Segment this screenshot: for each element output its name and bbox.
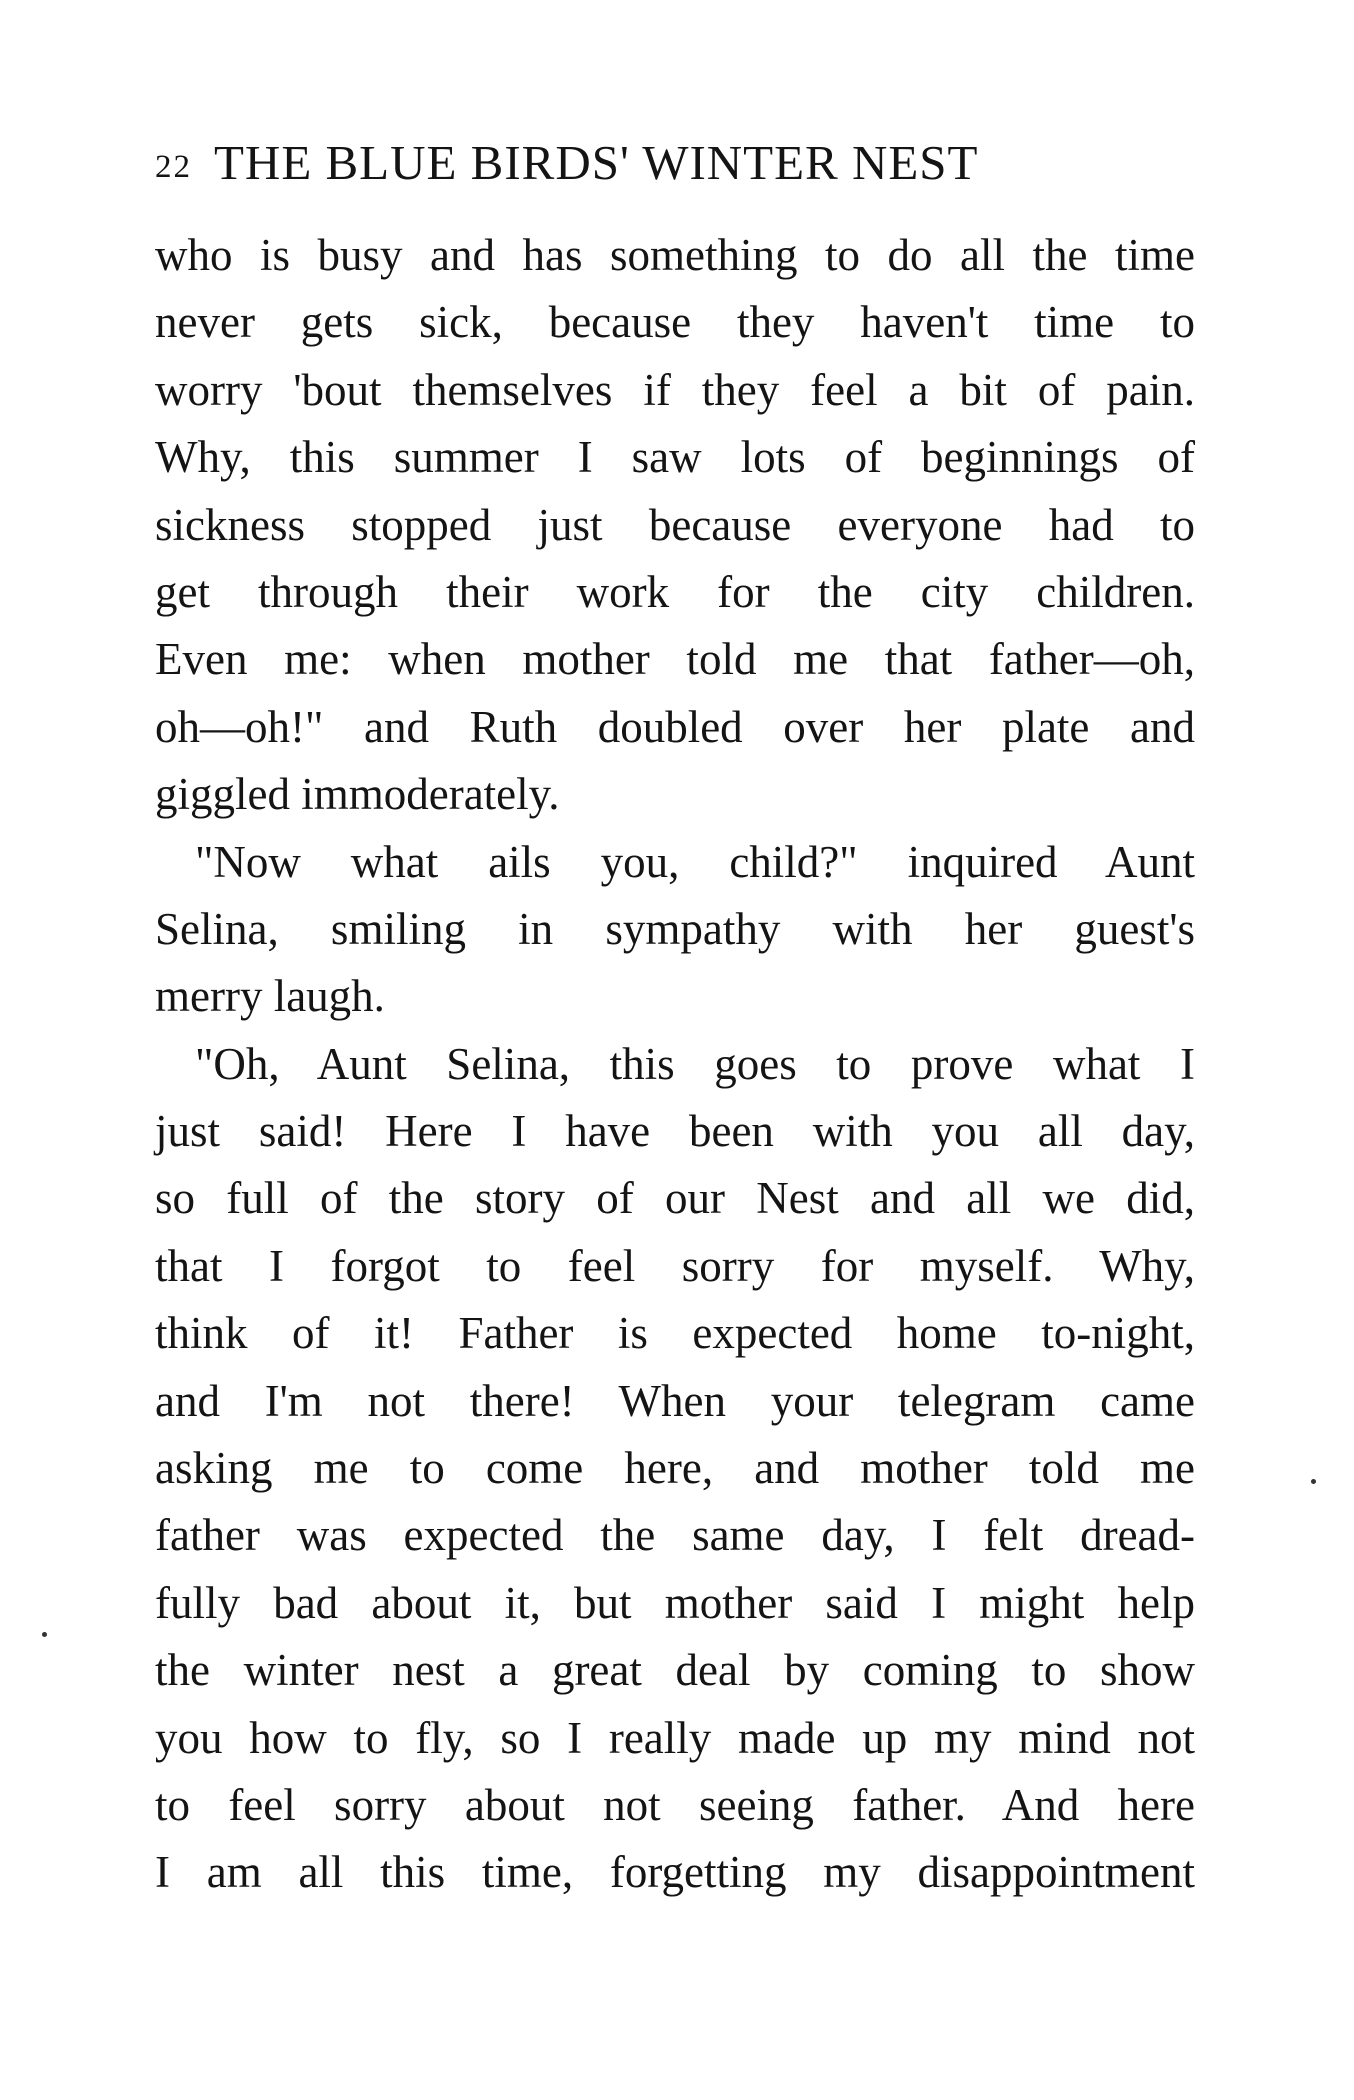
text-line: to feel sorry about not seeing father. And here (155, 1779, 1195, 1830)
text-line: that I forgot to feel sorry for myself. Why, (155, 1240, 1195, 1291)
text-line: never gets sick, because they haven't time to (155, 297, 1195, 348)
text-line: worry 'bout themselves if they feel a bit of pain. (155, 364, 1195, 415)
text-line: Even me: when mother told me that father—oh, (155, 634, 1195, 685)
text-line: Why, this summer I saw lots of beginnings of (155, 432, 1195, 483)
paper-speck (1311, 1479, 1316, 1484)
text-line: "Now what ails you, child?" inquired Aunt (195, 836, 1195, 887)
text-line: and I'm not there! When your telegram came (155, 1375, 1195, 1426)
running-head (155, 128, 1115, 198)
text-line: asking me to come here, and mother told me (155, 1443, 1195, 1494)
paper-speck (42, 1632, 47, 1637)
text-line: "Oh, Aunt Selina, this goes to prove what I (195, 1038, 1195, 1089)
text-line: think of it! Father is expected home to-night, (155, 1308, 1195, 1359)
text-line: the winter nest a great deal by coming to show (155, 1645, 1195, 1696)
body-text (155, 222, 1195, 1907)
text-line: get through their work for the city children. (155, 566, 1195, 617)
page-number: 22 (155, 149, 192, 185)
text-line: who is busy and has something to do all the time (155, 230, 1195, 280)
text-line: sickness stopped just because everyone had to (155, 499, 1195, 550)
text-line: giggled immoderately. (155, 769, 560, 820)
text-line: you how to fly, so I really made up my mind not (155, 1712, 1195, 1763)
text-line: father was expected the same day, I felt dread- (155, 1510, 1195, 1561)
text-line: I am all this time, forgetting my disappointment (155, 1847, 1195, 1898)
text-line: fully bad about it, but mother said I might help (155, 1577, 1195, 1628)
text-line: oh—oh!" and Ruth doubled over her plate and (155, 701, 1195, 752)
text-line: so full of the story of our Nest and all we did, (155, 1173, 1195, 1224)
text-line: Selina, smiling in sympathy with her guest's (155, 903, 1195, 954)
text-line: just said! Here I have been with you all day, (155, 1106, 1195, 1157)
running-title: THE BLUE BIRDS' WINTER NEST (214, 135, 979, 190)
text-line: merry laugh. (155, 971, 385, 1022)
